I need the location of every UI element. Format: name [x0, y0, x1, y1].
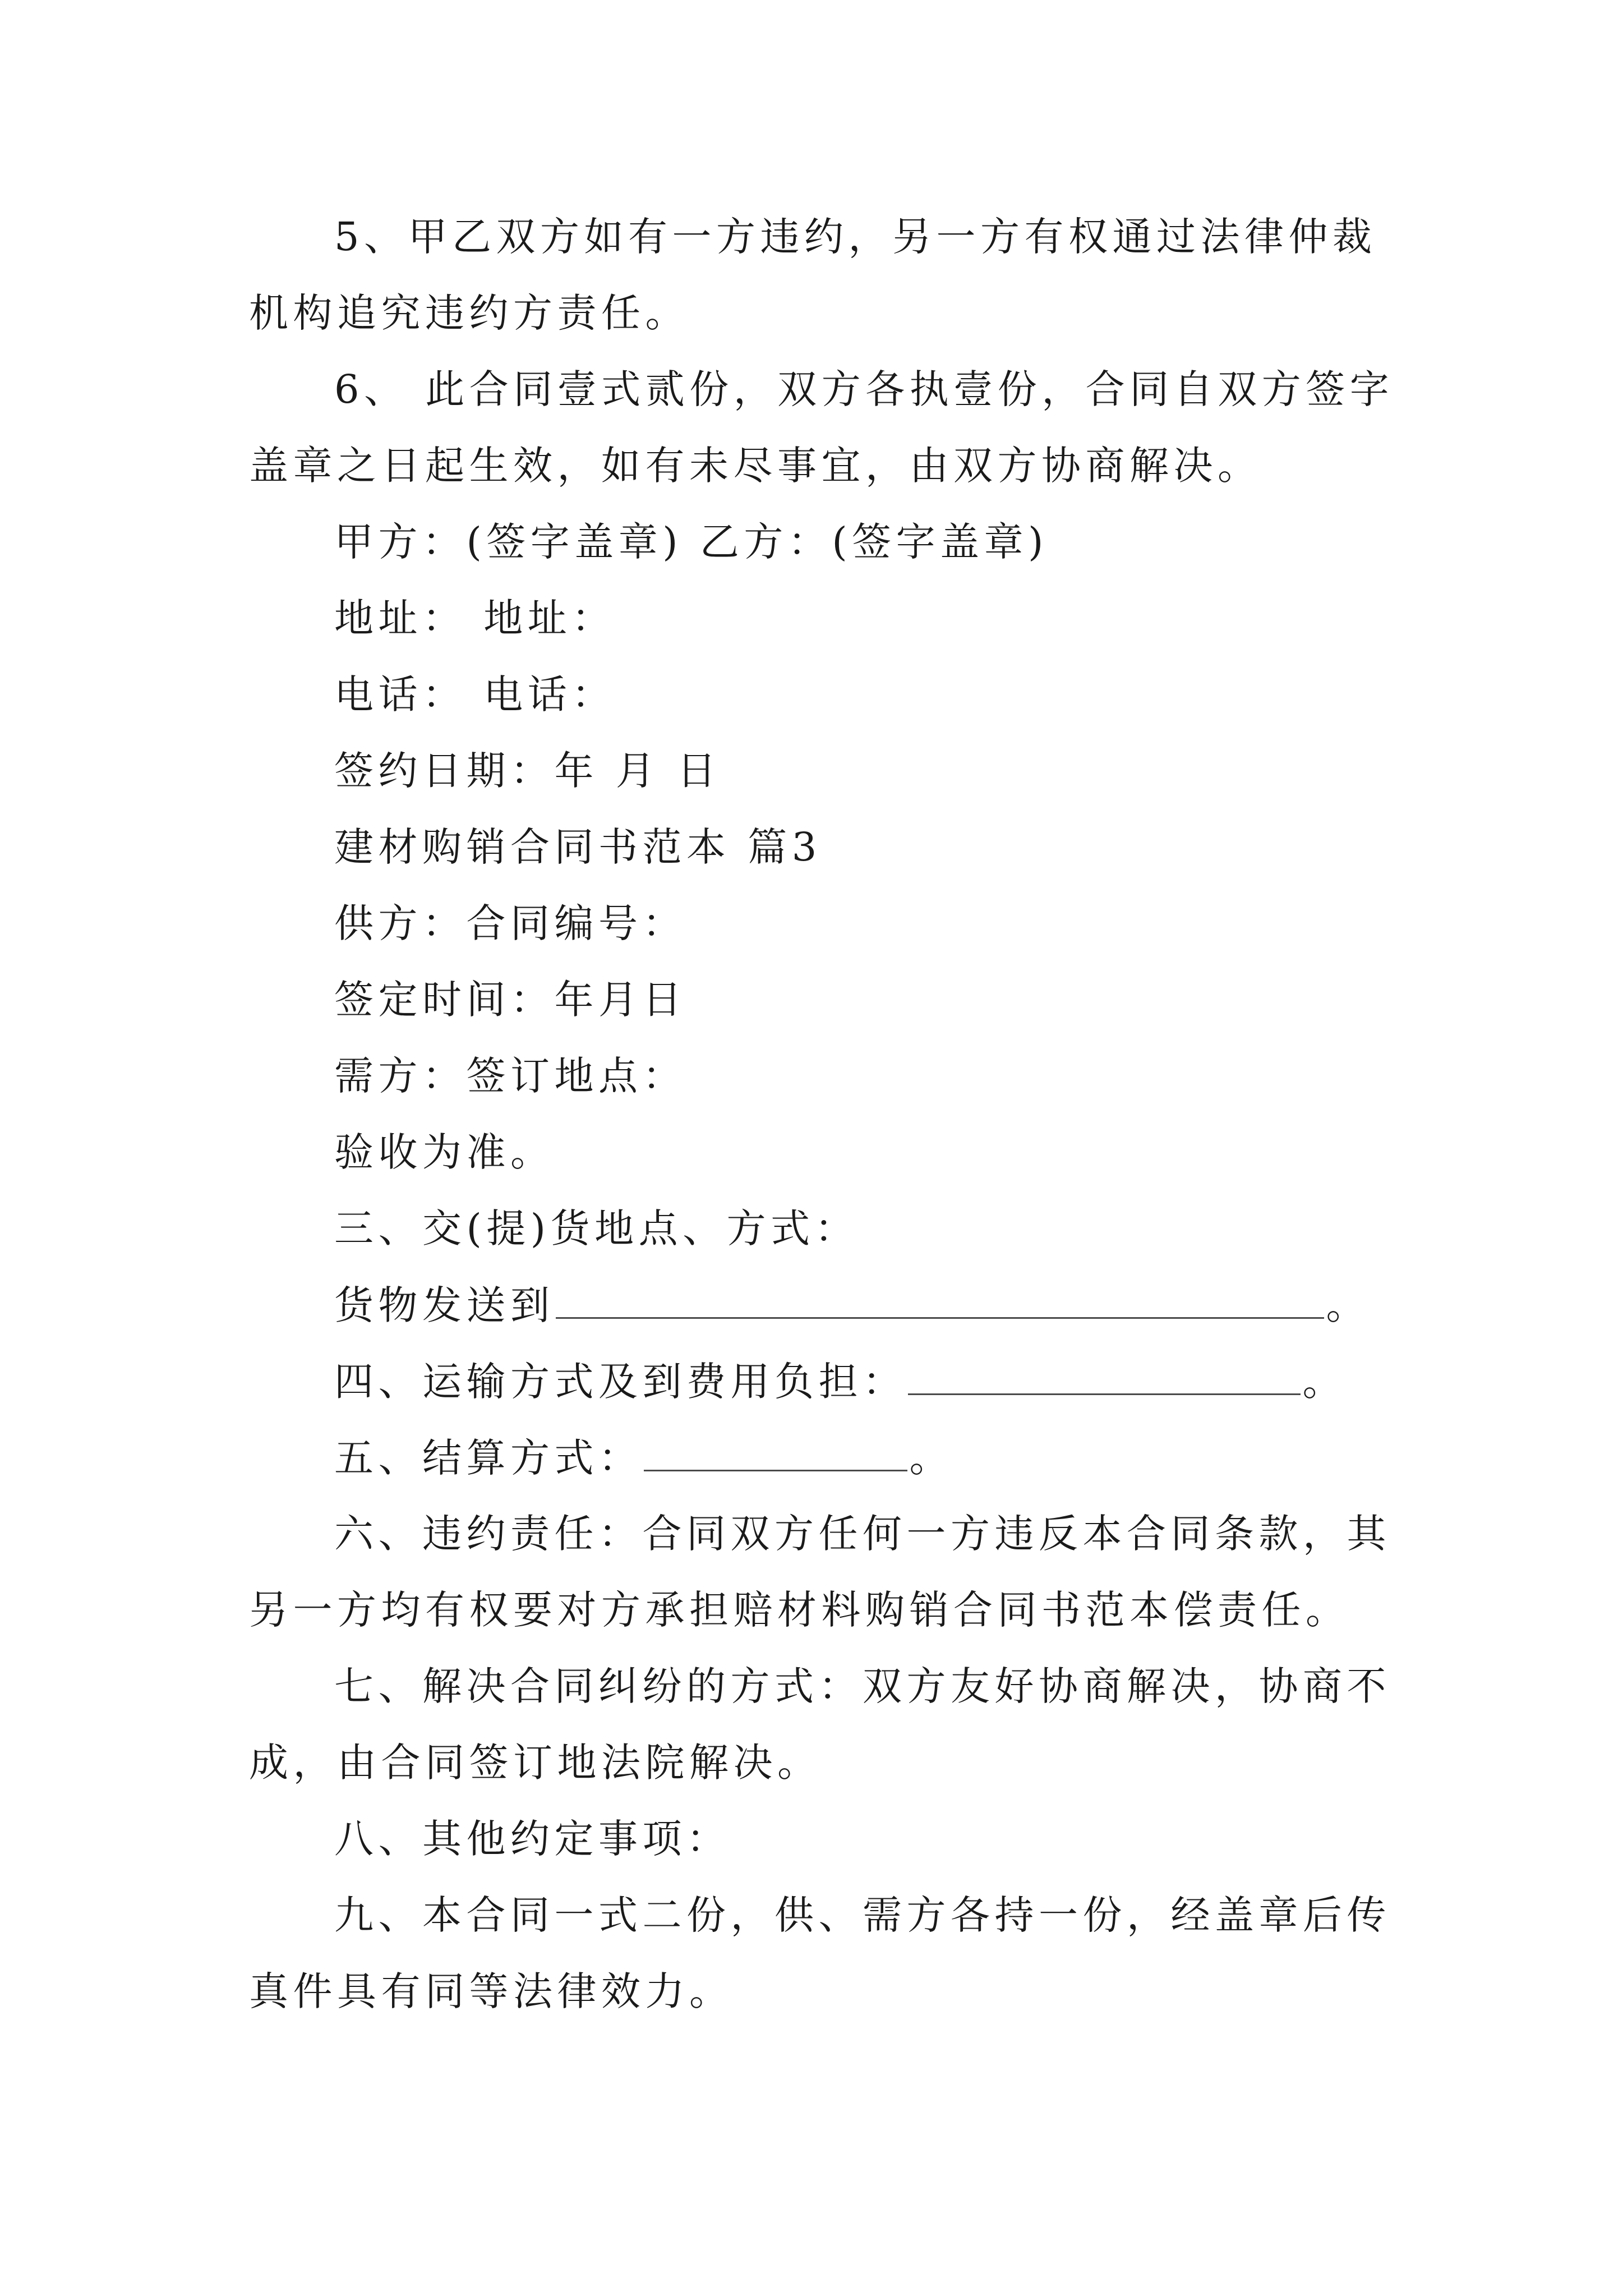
delivery-destination-end: 。: [1326, 1282, 1370, 1328]
copies-line-1: 九、本合同一式二份，供、需方各持一份，经盖章后传: [334, 1892, 1391, 1938]
settlement-line: [334, 1429, 953, 1485]
dispute-line-1: 七、解决合同纠纷的方式：双方友好协商解决，协商不: [334, 1663, 1391, 1709]
copies-line-2: 真件具有同等法律效力。: [249, 1968, 734, 2014]
section-title: 建材购销合同书范本 篇3: [334, 824, 822, 870]
transport-cost-end: 。: [1302, 1359, 1347, 1405]
signing-date-line: 签约日期：年 月 日: [334, 748, 721, 794]
dispute-line-2: 成，由合同签订地法院解决。: [249, 1740, 822, 1786]
party-signature-line: 甲方：(签字盖章) 乙方：(签字盖章): [334, 519, 1048, 565]
signing-time-line: 签定时间：年月日: [334, 977, 686, 1023]
liability-line-2: 另一方均有权要对方承担赔材料购销合同书范本偿责任。: [249, 1587, 1350, 1633]
settlement-label: 五、结算方式：: [334, 1435, 643, 1481]
settlement-end: 。: [909, 1435, 953, 1481]
buyer-line: 需方：签订地点：: [334, 1053, 686, 1099]
delivery-heading: 三、交(提)货地点、方式：: [334, 1205, 859, 1251]
paragraph-6-line-1: 6、 此合同壹式贰份，双方各执壹份，合同自双方签字: [334, 366, 1394, 412]
delivery-destination-label: 货物发送到: [334, 1282, 555, 1328]
transport-cost-label: 四、运输方式及到费用负担：: [334, 1359, 907, 1405]
paragraph-6-line-2: 盖章之日起生效，如有未尽事宜，由双方协商解决。: [249, 443, 1262, 489]
other-terms-line: 八、其他约定事项：: [334, 1816, 731, 1862]
paragraph-5-line-2: 机构追究违约方责任。: [249, 290, 689, 336]
transport-cost-line: [334, 1353, 1347, 1409]
transport-cost-blank[interactable]: [908, 1353, 1301, 1395]
delivery-destination-blank[interactable]: [556, 1277, 1324, 1319]
acceptance-line: 验收为准。: [334, 1129, 555, 1175]
paragraph-5-line-1: 5、甲乙双方如有一方违约，另一方有权通过法律仲裁: [334, 214, 1377, 260]
address-line: 地址： 地址：: [334, 595, 616, 641]
phone-line: 电话： 电话：: [334, 671, 616, 717]
supplier-line: 供方：合同编号：: [334, 900, 686, 946]
settlement-blank[interactable]: [644, 1429, 907, 1471]
delivery-destination-line: [334, 1277, 1370, 1333]
liability-line-1: 六、违约责任：合同双方任何一方违反本合同条款，其: [334, 1511, 1391, 1557]
